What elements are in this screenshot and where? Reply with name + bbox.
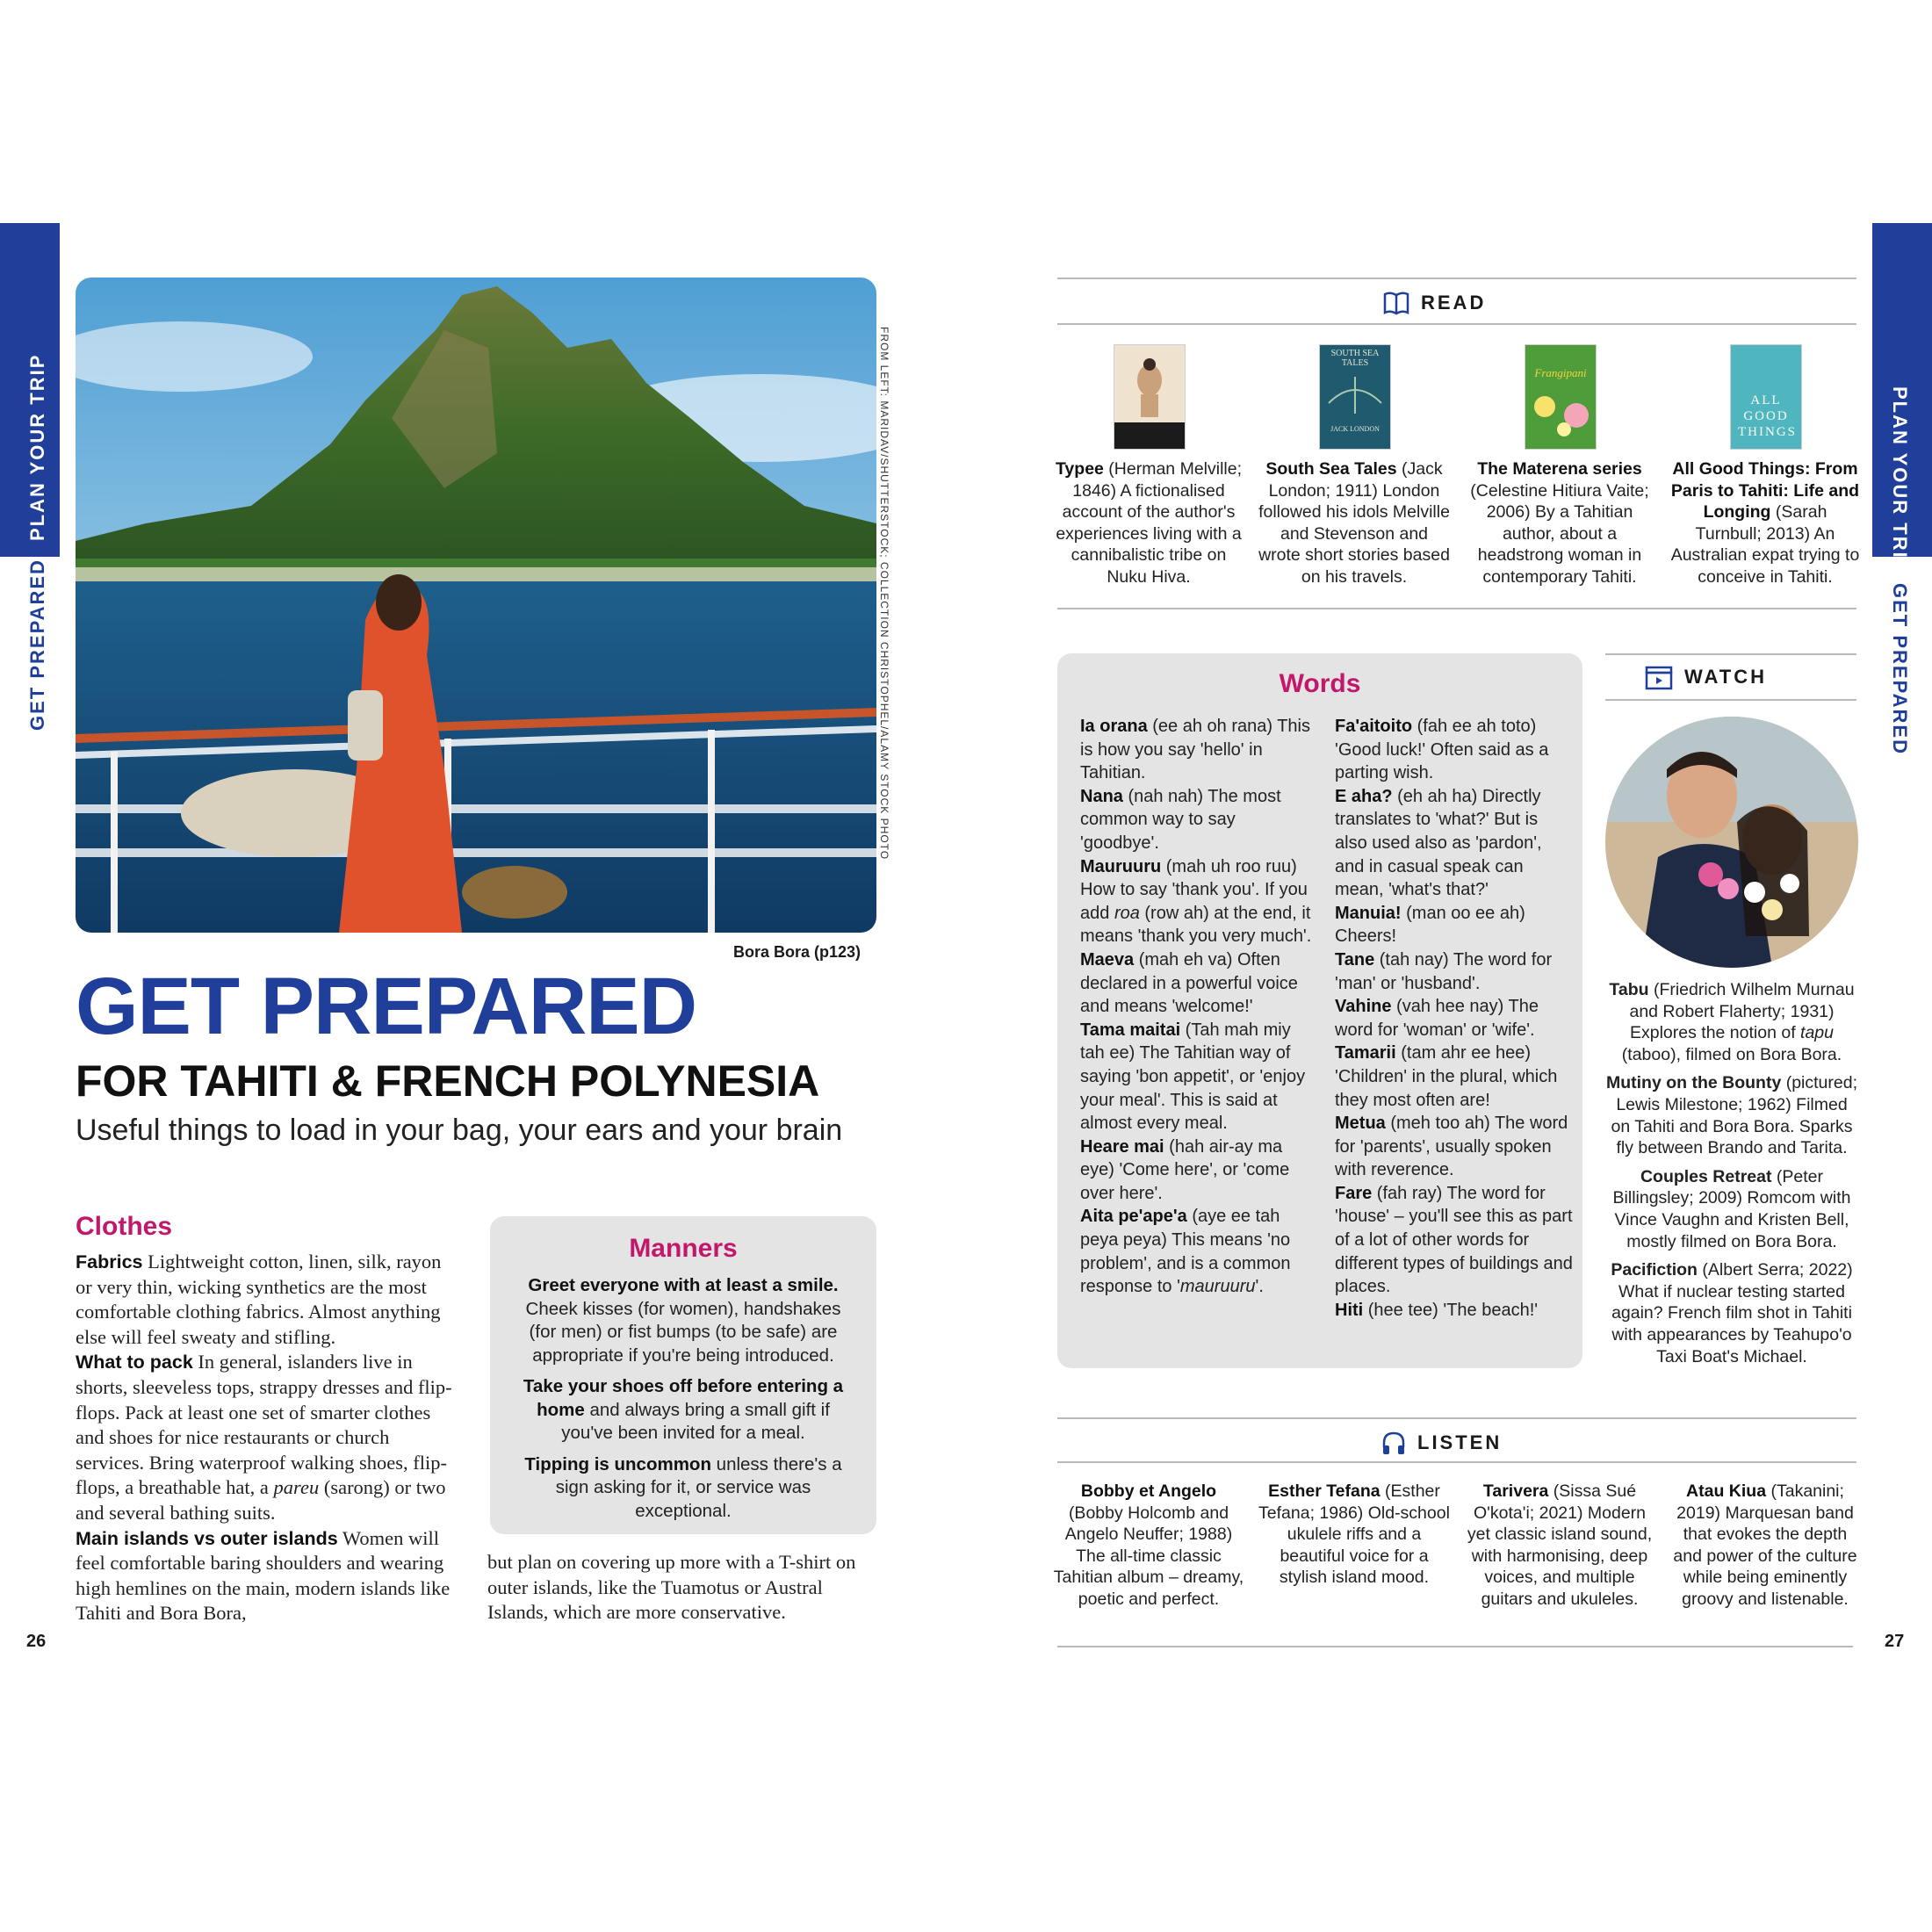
listen-rule-bottom [1057, 1646, 1853, 1647]
manners-box [490, 1216, 876, 1534]
word-text: (mah uh roo ruu) How to say 'thank you'. If you add [1080, 856, 1308, 923]
south-sea-cover-title: SOUTH SEA TALES [1330, 349, 1380, 368]
fabrics-text: Lightweight cotton, linen, silk, rayon or very thin, wicking synthetics are the most comfortable clothing fabrics. Almost anything else will feel sweaty and stifling. [76, 1251, 442, 1348]
manners-item-text: and always bring a small gift if you've been invited for a meal. [561, 1399, 830, 1443]
watch-label [1644, 664, 1767, 690]
word-term: Maeva [1080, 949, 1135, 970]
word-entry [1335, 1042, 1574, 1112]
left-side-tab [0, 223, 60, 750]
listen-entry-tarivera [1463, 1481, 1656, 1611]
word-text: (fah ee ah toto) 'Good luck!' Often said as a parting wish. [1335, 717, 1549, 783]
listen-entry-title: Esther Tefana [1268, 1481, 1381, 1501]
word-term: Metua [1335, 1114, 1386, 1134]
word-term: Hiti [1335, 1300, 1364, 1320]
right-tab-section: PLAN YOUR TRIP [1889, 386, 1911, 574]
word-text-end: (row ah) at the end, it means 'thank you very much'. [1080, 903, 1312, 947]
page-title: GET PREPARED [76, 962, 697, 1051]
clapperboard-icon [1644, 664, 1674, 690]
manners-item-term: Take your shoes off before entering a home [523, 1376, 844, 1420]
words-box [1057, 653, 1582, 1368]
listen-entry-text: (Esther Tefana; 1986) Old-school ukulele riffs and a beautiful voice for a stylish island mood. [1258, 1481, 1450, 1588]
listen-entry-text: (Takanini; 2019) Marquesan band that evokes the depth and power of the culture while being eminently groovy and listenable. [1673, 1481, 1857, 1609]
word-term: Tama maitai [1080, 1020, 1181, 1040]
read-entry-text: (Jack London; 1911) London followed his idols Melville and Stevenson and wrote short stories based on his travels. [1258, 459, 1450, 587]
read-rule-top [1057, 278, 1856, 279]
watch-entry-title: Mutiny on the Bounty [1605, 1073, 1782, 1093]
read-entry-title: The Materena series [1477, 459, 1642, 479]
manners-item-term: Greet everyone with at least a smile. [528, 1275, 839, 1295]
book-cover-all-good-things [1730, 344, 1802, 450]
materena-cover-title: Frangipani [1534, 366, 1587, 379]
page-subtitle: FOR TAHITI & FRENCH POLYNESIA [76, 1056, 820, 1106]
word-text: (tah nay) The word for 'man' or 'husband'. [1335, 949, 1553, 993]
word-entry [1335, 1112, 1574, 1182]
read-entry-typee [1052, 458, 1245, 588]
listen-label [1381, 1430, 1502, 1456]
book-cover-south-sea-tales [1319, 344, 1391, 450]
watch-entry-text: (Albert Serra; 2022) What if nuclear testing started again? French film shot in Tahiti with appearances by Teahupo'o Taxi Boat's Michael. [1611, 1260, 1853, 1366]
word-term: Tamarii [1335, 1043, 1396, 1063]
read-entry-title: South Sea Tales [1265, 459, 1397, 479]
watch-entry-title: Couples Retreat [1640, 1166, 1772, 1186]
read-entry-all-good-things [1669, 458, 1862, 588]
manners-item [511, 1375, 855, 1445]
what-to-pack-term: What to pack [76, 1352, 193, 1373]
what-to-pack-text-end: (sarong) or two and several bathing suits. [76, 1476, 446, 1524]
read-entry-title: All Good Things: From Paris to Tahiti: Life and Longing [1670, 459, 1860, 523]
word-entry [1080, 715, 1319, 785]
page-tagline: Useful things to load in your bag, your ears and your brain [76, 1114, 843, 1147]
word-text: (Tah mah miy tah ee) The Tahitian way of saying 'bon appetit', or 'enjoy your meal'. This is said at almost every meal. [1080, 1020, 1306, 1134]
word-term: Heare mai [1080, 1136, 1164, 1157]
manners-item [511, 1453, 855, 1524]
all-good-things-cover-title: ALL GOOD THINGS [1738, 393, 1797, 439]
manners-item-text: Cheek kisses (for women), handshakes (for men) or fist bumps (to be safe) are appropriate if you're being introduced. [525, 1298, 841, 1366]
word-entry [1335, 902, 1574, 948]
word-entry [1335, 785, 1574, 902]
watch-entry [1605, 1072, 1858, 1158]
word-term: Mauruuru [1080, 856, 1162, 876]
listen-rule-mid [1057, 1461, 1856, 1463]
word-term: Ia orana [1080, 717, 1148, 736]
listen-rule-top [1057, 1417, 1856, 1419]
word-entry [1335, 1182, 1574, 1299]
hero-photo-illustration [76, 278, 876, 933]
read-entry-materena [1463, 458, 1656, 588]
right-side-tab [1872, 223, 1932, 755]
book-icon [1382, 290, 1410, 316]
book-cover-typee [1114, 344, 1186, 450]
word-term: Tane [1335, 949, 1375, 970]
left-tab-section: PLAN YOUR TRIP [26, 353, 48, 541]
listen-label-text: LISTEN [1417, 1431, 1503, 1453]
word-text: (hee tee) 'The beach!' [1363, 1300, 1539, 1320]
headphones-icon [1381, 1430, 1407, 1456]
page-number-left: 26 [26, 1632, 47, 1651]
listen-entry-title: Atau Kiua [1686, 1481, 1767, 1501]
book-cover-materena [1525, 344, 1597, 450]
clothes-column-2: but plan on covering up more with a T-shirt on outer islands, like the Tuamotus or Austral Islands, which are more conservative. [487, 1551, 856, 1624]
listen-entry-title: Bobby et Angelo [1080, 1481, 1217, 1501]
film-still-illustration [1605, 717, 1858, 968]
fabrics-term: Fabrics [76, 1251, 143, 1272]
watch-entry [1605, 979, 1858, 1065]
word-text: (hah air-ay ma eye) 'Come here', or 'come over here'. [1080, 1136, 1290, 1203]
manners-item [511, 1274, 855, 1367]
word-text: (meh too ah) The word for 'parents', usually spoken with reverence. [1335, 1114, 1568, 1180]
word-text: (eh ah ha) Directly translates to 'what?' But is also used also as 'pardon', and in casual speak can mean, 'what's that?' [1335, 786, 1542, 900]
word-term: Aita pe'ape'a [1080, 1207, 1187, 1227]
word-entry [1080, 855, 1319, 948]
words-column-right [1335, 715, 1574, 1322]
photo-caption: Bora Bora (p123) [732, 943, 861, 961]
word-text: (mah eh va) Often declared in a powerful voice and means 'welcome!' [1080, 949, 1298, 1017]
south-sea-cover-author: JACK LONDON [1330, 425, 1380, 433]
watch-list [1605, 979, 1858, 1374]
right-tab-chapter: GET PREPARED [1889, 583, 1911, 755]
left-tab-chapter: GET PREPARED [26, 559, 48, 731]
watch-entry-text: (Friedrich Wilhelm Murnau and Robert Flaherty; 1931) Explores the notion of [1629, 980, 1855, 1043]
clothes-column-1 [76, 1250, 462, 1626]
word-entry [1335, 995, 1574, 1042]
word-text: (aye ee tah peya peya) This means 'no problem', and is a common response to ' [1080, 1207, 1291, 1297]
word-entry [1080, 785, 1319, 855]
manners-item-term: Tipping is uncommon [524, 1453, 711, 1474]
word-text: (nah nah) The most common way to say 'goodbye'. [1080, 786, 1281, 853]
materena-cover-art [1525, 380, 1596, 442]
read-entry-south-sea-tales [1258, 458, 1451, 588]
watch-entry-text: (pictured; Lewis Milestone; 1962) Filmed on Tahiti and Bora Bora. Sparks fly between Brando and Tarita. [1611, 1073, 1857, 1158]
word-entry [1335, 1299, 1574, 1323]
what-to-pack-text: In general, islanders live in shorts, sleeveless tops, strappy dresses and flip-flops. Pack at least one set of smarter clothes and shoes for nice restaurants or church services. Bring waterproof walking shoes, flip-flops, a breathable hat, a [76, 1351, 452, 1499]
read-entry-text: (Herman Melville; 1846) A fictionalised account of the author's experiences living with a cannibalistic tribe on Nuku Hiva. [1056, 459, 1243, 587]
word-term: Nana [1080, 786, 1123, 806]
watch-entry-text: (Peter Billingsley; 2009) Romcom with Vince Vaughn and Kristen Bell, mostly filmed on Bora Bora. [1612, 1166, 1851, 1251]
word-term: Fa'aitoito [1335, 717, 1413, 736]
read-label-text: READ [1421, 292, 1487, 314]
listen-entry-bobby-et-angelo [1052, 1481, 1245, 1611]
read-rule-bottom [1057, 608, 1856, 609]
words-column-left [1080, 715, 1319, 1299]
watch-entry-text-end: (taboo), filmed on Bora Bora. [1621, 1044, 1842, 1064]
word-text: (ee ah oh rana) This is how you say 'hello' in Tahitian. [1080, 717, 1310, 783]
word-text: (tam ahr ee hee) 'Children' in the plural, which they most often are! [1335, 1043, 1558, 1110]
words-heading: Words [1279, 669, 1361, 698]
word-term: E aha? [1335, 786, 1393, 806]
hero-photo-bora-bora [76, 278, 876, 933]
photo-credit: FROM LEFT: MARIDAV/SHUTTERSTOCK; COLLECTION CHRISTOPHEL/ALAMY STOCK PHOTO [878, 327, 890, 861]
watch-rule-mid [1605, 699, 1856, 701]
listen-entry-text: (Sissa Sué O'kota'i; 2021) Modern yet classic island sound, with harmonising, deep voices, and multiple guitars and ukuleles. [1467, 1481, 1653, 1609]
word-entry [1080, 1205, 1319, 1298]
word-entry [1335, 715, 1574, 785]
word-entry [1080, 948, 1319, 1019]
watch-entry-italic: tapu [1800, 1023, 1834, 1043]
word-text: (fah ray) The word for 'house' – you'll see this as part of a lot of other words for different types of buildings and places. [1335, 1183, 1573, 1297]
watch-label-text: WATCH [1684, 666, 1768, 688]
read-entry-text: (Sarah Turnbull; 2013) An Australian expat trying to conceive in Tahiti. [1670, 502, 1860, 587]
listen-entry-atau-kiua [1669, 1481, 1862, 1611]
word-italic: roa [1114, 903, 1140, 923]
watch-rule-top [1605, 653, 1856, 655]
listen-entry-title: Tarivera [1482, 1481, 1549, 1501]
word-term: Fare [1335, 1183, 1373, 1203]
south-sea-cover-art [1320, 368, 1390, 421]
listen-entry-text: (Bobby Holcomb and Angelo Neuffer; 1988) The all-time classic Tahitian album – dreamy, poetic and perfect. [1053, 1503, 1244, 1609]
watch-entry [1605, 1259, 1858, 1367]
read-entry-title: Typee [1055, 459, 1104, 479]
read-label [1382, 290, 1486, 316]
pareu-term: pareu [273, 1476, 320, 1499]
mutiny-on-the-bounty-still [1605, 717, 1858, 968]
word-entry [1080, 1019, 1319, 1135]
typee-cover-art [1114, 345, 1185, 449]
word-text: (man oo ee ah) Cheers! [1335, 903, 1525, 947]
word-text-end: '. [1255, 1277, 1264, 1297]
listen-entry-esther-tefana [1258, 1481, 1451, 1589]
manners-heading: Manners [629, 1234, 738, 1263]
watch-entry-title: Pacifiction [1611, 1260, 1698, 1280]
word-entry [1335, 948, 1574, 995]
read-entry-text: (Celestine Hitiura Vaite; 2006) By a Tahitian author, about a headstrong woman in contemporary Tahiti. [1470, 480, 1649, 587]
read-rule-mid [1057, 323, 1856, 325]
page-number-right: 27 [1885, 1632, 1905, 1651]
word-term: Vahine [1335, 997, 1392, 1017]
watch-entry-title: Tabu [1609, 980, 1649, 999]
islands-text: Women will feel comfortable baring shoulders and wearing high hemlines on the main, modern islands like Tahiti and Bora Bora, [76, 1526, 451, 1625]
word-term: Manuia! [1335, 903, 1402, 923]
clothes-heading: Clothes [76, 1212, 173, 1241]
manners-item-text: unless there's a sign asking for it, or service was exceptional. [555, 1453, 842, 1521]
watch-entry [1605, 1166, 1858, 1252]
word-italic: mauruuru [1179, 1277, 1256, 1297]
word-entry [1080, 1135, 1319, 1206]
islands-term: Main islands vs outer islands [76, 1527, 338, 1549]
word-text: (vah hee nay) The word for 'woman' or 'wife'. [1335, 997, 1539, 1040]
